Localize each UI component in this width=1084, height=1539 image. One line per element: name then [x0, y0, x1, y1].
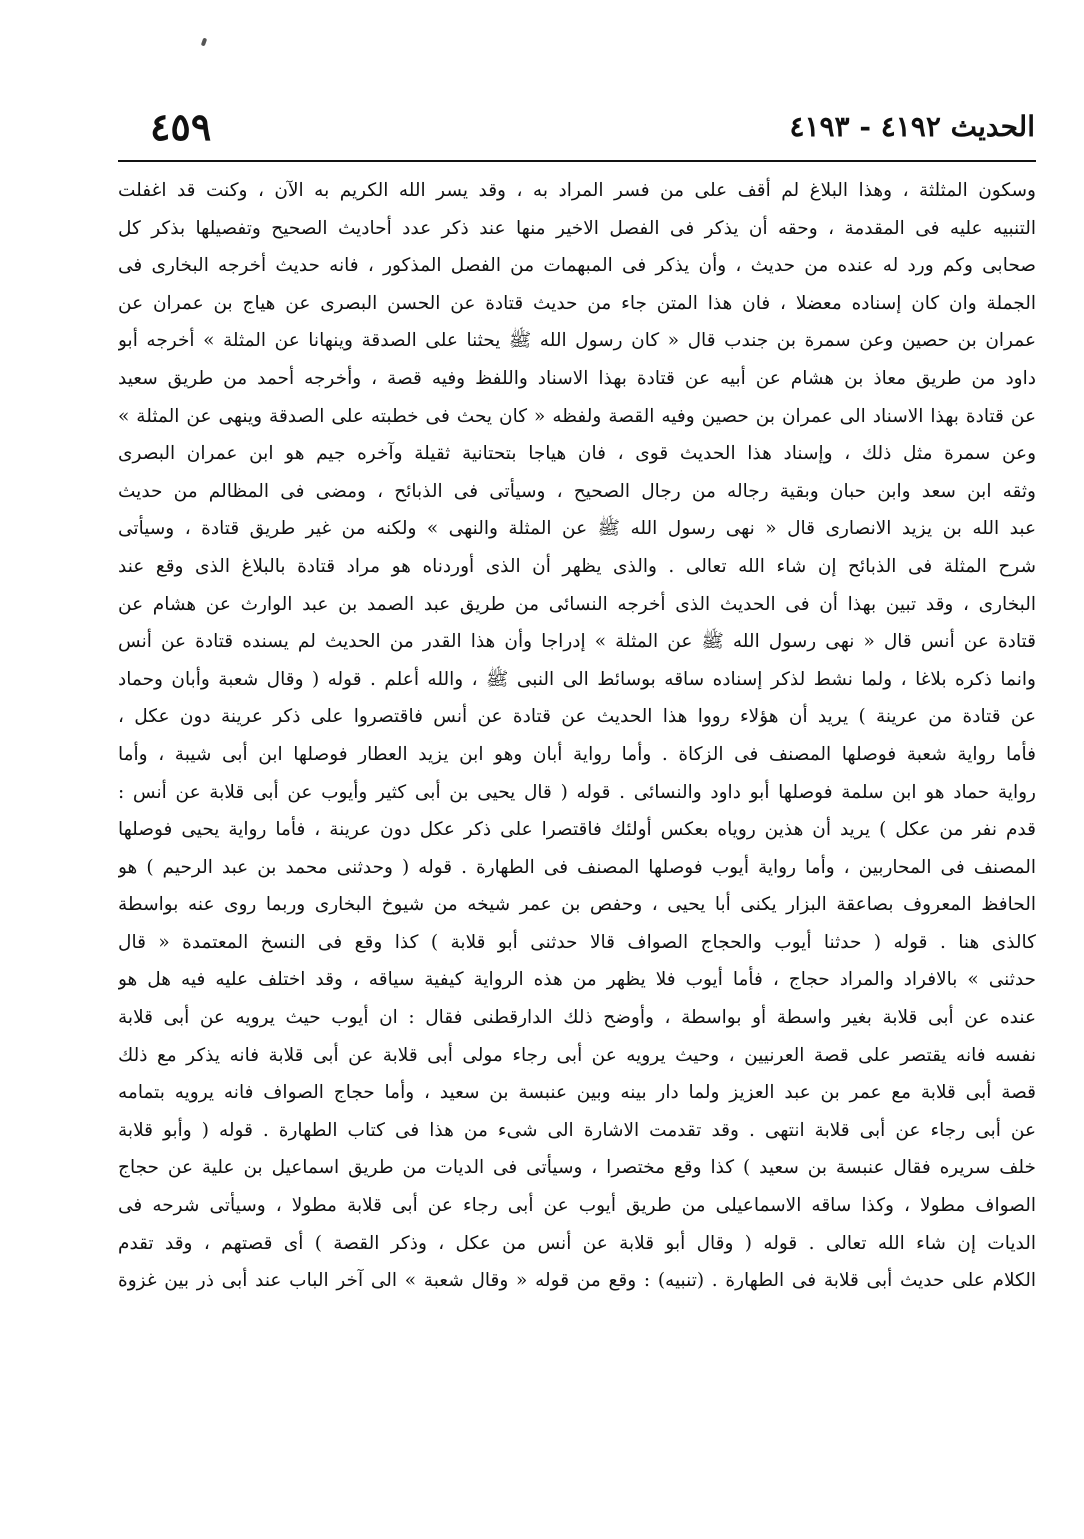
text-line: فأما رواية شعبة فوصلها المصنف فى الزكاة . وأما رواية أبان وهو ابن يزيد العطار فوصلها ابن أبى شيبة ، وأما: [118, 743, 1036, 765]
page-number: ٤٥٩: [150, 104, 212, 149]
text-line: البخارى ، وقد تبين بهذا أن فى الحديث الذى أخرجه النسائى من طريق عبد الصمد بن عبد الوارث عن هشام عن: [118, 593, 1036, 615]
text-line: قدم نفر من عكل ) يريد أن هذين روياه بعكس أولئك فاقتصرا على ذكر عكل دون عرينة ، فأما رواية يحيى فوصلها: [118, 819, 1036, 841]
page-header: [120, 104, 1035, 156]
text-line: عن قتادة بهذا الاسناد الى عمران بن حصين وفيه القصة ولفظه « كان يحث فى خطبته على الصدقة وينهى عن المثلة »: [118, 405, 1036, 427]
text-line: الحافظ المعروف بصاعقة البزار يكنى أبا يحيى ، وحفص بن عمر شيخه من شيوخ البخارى وربما روى عنه بواسطة: [118, 894, 1036, 916]
text-line: داود من طريق معاذ بن هشام عن أبيه عن قتادة بهذا الاسناد واللفظ وفيه قصة ، وأخرجه أحمد من طريق سعيد: [118, 367, 1036, 389]
text-line: وسكون المثلثة ، وهذا البلاغ لم أقف على من فسر المراد به ، وقد يسر الله الكريم به الآن ، وكنت قد اغفلت: [118, 180, 1036, 201]
text-line: الصواف مطولا ، وكذا ساقه الاسماعيلى من طريق أيوب عن أبى رجاء عن أبى قلابة مطولا ، وسيأتى شرحه فى: [118, 1195, 1036, 1217]
text-line: شرح المثلة فى الذبائح إن شاء الله تعالى . والذى يظهر أن الذى أوردناه هو مراد قتادة بالبلاغ الذى وقع عند: [118, 555, 1036, 577]
text-line: وعن سمرة مثل ذلك ، وإسناد هذا الحديث قوى ، فان هياجا بتحتانية ثقيلة وآخره جيم هو ابن عمران البصرى: [118, 443, 1036, 465]
text-line: وثقه ابن سعد وابن حبان وبقية رجاله من رجال الصحيح ، وسيأتى فى الذبائح ، ومضى فى المظالم من حديث: [118, 480, 1036, 502]
text-line: المصنف فى المحاربين ، وأما رواية أيوب فوصلها المصنف فى الطهارة . قوله ( وحدثنى محمد بن عبد الرحيم ) هو: [118, 856, 1036, 878]
text-line: حدثنى » بالافراد والمراد حجاج ، فأما أيوب فلا يظهر من هذه الرواية كيفية سياقه ، وقد اختلف عليه فيه هل هو: [118, 969, 1036, 991]
text-line: عن قتادة من عرينة ) يريد أن هؤلاء رووا هذا الحديث عن قتادة عن أنس فاقتصروا على ذكر عرينة دون عكل ،: [118, 706, 1036, 728]
running-title: الحديث ٤١٩٢ - ٤١٩٣: [789, 110, 1035, 143]
commentary-text: [118, 172, 1036, 1300]
text-line: خلف سريره فقال عنبسة بن سعيد ) كذا وقع مختصرا ، وسيأتى فى الديات من طريق اسماعيل بن علية عن حجاج: [118, 1157, 1036, 1179]
text-line: كالذى هنا . قوله ( حدثنا أيوب والحجاج الصواف قالا حدثنى أبو قلابة ) كذا وقع فى النسخ المعتمدة « قال: [118, 931, 1036, 953]
text-line: قصة أبى قلابة مع عمر بن عبد العزيز ولما دار بينه وبين عنبسة بن سعيد ، وأما حجاج الصواف فانه يرويه بتمامه: [118, 1082, 1036, 1104]
text-line: صحابى وكم ورد له عنده من حديث ، وأن يذكر فى المبهمات من الفصل المذكور ، فانه حديث أخرجه البخارى فى: [118, 255, 1036, 277]
text-line: الجملة وان كان إسناده معضلا ، فان هذا المتن جاء من حديث قتادة عن الحسن البصرى عن هياج بن عمران عن: [118, 292, 1036, 314]
ink-speck: [201, 38, 207, 47]
text-line: الديات إن شاء الله تعالى . قوله ( وقال أبو قلابة عن أنس من عكل ، وذكر القصة ) أى قصتهم ، وقد تقدم: [118, 1232, 1036, 1254]
text-line: رواية حماد هو ابن سلمة فوصلها أبو داود والنسائى . قوله ( قال يحيى بن أبى كثير وأيوب عن أبى قلابة عن أنس :: [118, 781, 1036, 803]
text-line: الكلام على حديث أبى قلابة فى الطهارة . (تنبيه) : وقع من قوله « وقال شعبة » الى آخر الباب عند أبى ذر بين غزوة: [118, 1270, 1036, 1292]
text-line: قتادة عن أنس قال « نهى رسول الله ﷺ عن المثلة » إدراجا وأن هذا القدر من الحديث لم يسنده قتادة عن أنس: [118, 631, 1036, 653]
header-rule: [118, 160, 1036, 162]
text-line: عبد الله بن يزيد الانصارى قال « نهى رسول الله ﷺ عن المثلة والنهى » ولكنه من غير طريق قتادة ، وسيأتى: [118, 518, 1036, 540]
text-line: نفسه فانه يقتصر على قصة العرنيين ، وحيث يرويه عن أبى رجاء مولى أبى قلابة عن أبى قلابة فانه يذكر مع ذلك: [118, 1044, 1036, 1066]
text-line: عن أبى رجاء عن أبى قلابة انتهى . وقد تقدمت الاشارة الى شىء من هذا فى كتاب الطهارة . قوله ( وأبو قلابة: [118, 1119, 1036, 1141]
text-line: عمران بن حصين وعن سمرة بن جندب قال « كان رسول الله ﷺ يحثنا على الصدقة وينهانا عن المثلة » أخرجه أبو: [118, 330, 1036, 352]
text-line: التنبيه عليه فى المقدمة ، وحقه أن يذكر فى الفصل الاخير منها عند ذكر عدد أحاديث الصحيح وتفصيلها بذكر كل: [118, 217, 1036, 239]
text-line: وانما ذكره بلاغا ، ولما نشط لذكر إسناده ساقه بوسائط الى النبى ﷺ ، والله أعلم . قوله ( وقال شعبة وأبان وحماد: [118, 668, 1036, 690]
text-line: عنده عن أبى قلابة بغير واسطة أو بواسطة ، وأوضح ذلك الدارقطنى فقال : ان أيوب حيث يرويه عن أبى قلابة: [118, 1007, 1036, 1029]
